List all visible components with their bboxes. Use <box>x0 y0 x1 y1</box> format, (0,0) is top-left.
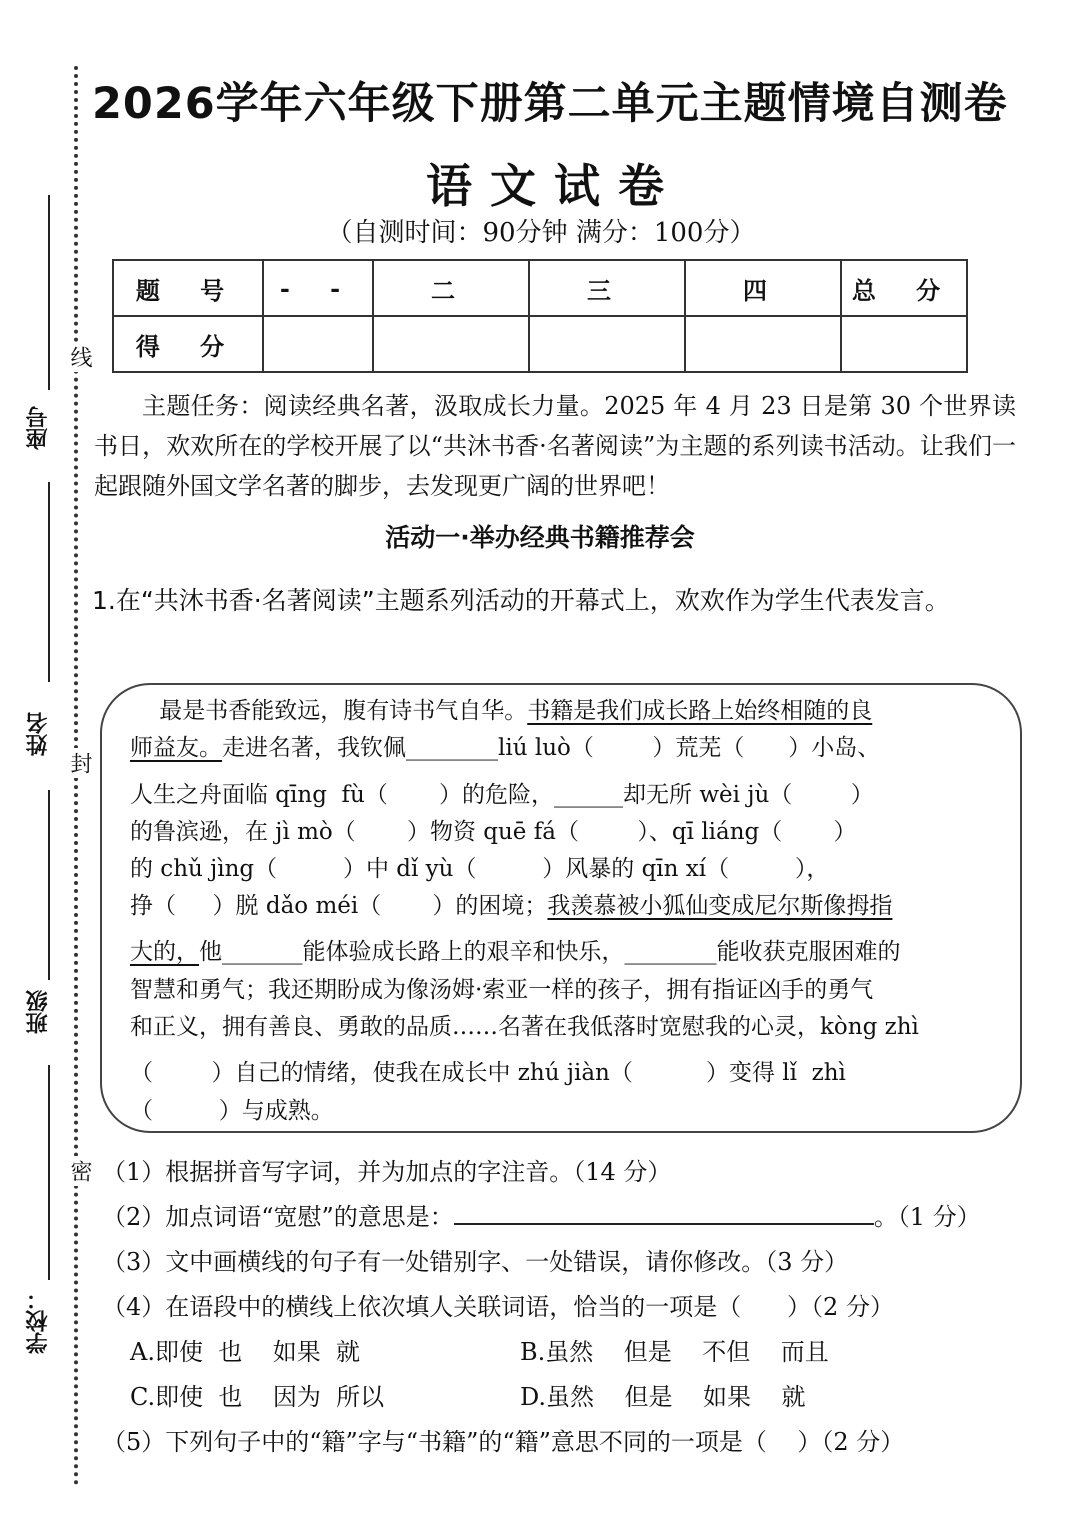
answer-blank[interactable] <box>454 1203 874 1225</box>
sub-question-5: （5）下列句子中的“籍”字与“书籍”的“籍”意思不同的一项是（ ）（2 分） <box>102 1428 905 1456</box>
passage-line: 挣（ ）脱 dǎo méi（ ）的困境；我羡慕被小狐仙变成尼尔斯像拇指 <box>130 893 893 919</box>
school-label: 学校： <box>25 1288 51 1354</box>
theme-intro: 主题任务：阅读经典名著，汲取成长力量。2025 年 4 月 23 日是第 30 个世界读书日，欢欢所在的学校开展了以“共沐书香·名著阅读”为主题的系列读书活动。让我们一起跟随外国文学名著的脚步，去发现更广阔的世界吧！ <box>94 392 1016 500</box>
line-mark: 线 <box>64 342 95 372</box>
passage-line: 智慧和勇气；我还期盼成为像汤姆·索亚一样的孩子，拥有指证凶手的勇气 <box>130 977 874 1003</box>
score-table-header-row <box>113 260 967 316</box>
sub-question-2: （2）加点词语“宽慰”的意思是： 。（1 分） <box>102 1203 981 1231</box>
score-cell: 三 <box>529 260 685 316</box>
passage-line: 人生之舟面临 qīng fù（ ）的危险，______却无所 wèi jù（ ） <box>130 782 874 808</box>
name-label: 姓名 <box>25 712 51 756</box>
score-table <box>112 259 968 373</box>
secret-mark: 密 <box>64 1156 95 1186</box>
option-c[interactable]: C.即使 也 因为 所以 <box>130 1383 385 1411</box>
passage-line: （ ）自己的情绪，使我在成长中 zhú jiàn（ ）变得 lǐ zhì <box>130 1060 846 1086</box>
score-cell: 二 <box>373 260 529 316</box>
seat-label: 座号 <box>25 406 51 450</box>
score-input-cell[interactable] <box>841 316 967 372</box>
sub-question-1: （1）根据拼音写字词，并为加点的字注音。（14 分） <box>102 1158 672 1186</box>
passage-line: 最是书香能致远，腹有诗书气自华。书籍是我们成长路上始终相随的良 <box>130 698 873 724</box>
activity-title: 活动一·举办经典书籍推荐会 <box>385 523 695 552</box>
passage-line: 的 chǔ jìng（ ）中 dǐ yù（ ）风暴的 qīn xí（ ）， <box>130 856 830 882</box>
passage-line: 的鲁滨逊，在 jì mò（ ）物资 quē fá（ ）、qī liáng（ ） <box>130 819 857 845</box>
score-cell: 四 <box>685 260 841 316</box>
class-label: 班级 <box>25 990 51 1034</box>
score-cell: 题 号 <box>113 260 263 316</box>
option-d[interactable]: D.虽然 但是 如果 就 <box>520 1383 806 1411</box>
score-cell: 总 分 <box>841 260 967 316</box>
score-input-cell[interactable] <box>529 316 685 372</box>
name-line <box>48 482 50 682</box>
passage-line: 大的，他_______能体验成长路上的艰辛和快乐，________能收获克服困难的 <box>130 939 901 965</box>
score-input-cell[interactable] <box>263 316 373 372</box>
class-line <box>48 790 50 980</box>
seal-mark: 封 <box>64 748 95 778</box>
score-cell: 得 分 <box>113 316 263 372</box>
school-line <box>48 1065 50 1280</box>
passage-line: （ ）与成熟。 <box>130 1098 334 1124</box>
option-a[interactable]: A.即使 也 如果 就 <box>130 1338 360 1366</box>
sub-question-4: （4）在语段中的横线上依次填人关联词语，恰当的一项是（ ）（2 分） <box>102 1293 894 1321</box>
passage-line: 师益友。走进名著，我钦佩________liú luò（ ）荒芜（ ）小岛、 <box>130 735 881 761</box>
sub-question-3: （3）文中画横线的句子有一处错别字、一处错误，请你修改。（3 分） <box>102 1248 849 1276</box>
score-input-cell[interactable] <box>373 316 529 372</box>
exam-main-title: 2026学年六年级下册第二单元主题情境自测卷 <box>92 79 1008 129</box>
passage-line: 和正义，拥有善良、勇敢的品质……名著在我低落时宽慰我的心灵，kòng zhì <box>130 1014 919 1040</box>
option-b[interactable]: B.虽然 但是 不但 而且 <box>520 1338 829 1366</box>
exam-time-info: （自测时间：90分钟 满分：100分） <box>326 218 756 248</box>
exam-subject-title: 语文试卷 <box>426 159 682 213</box>
score-input-cell[interactable] <box>685 316 841 372</box>
score-cell: - - <box>263 260 373 316</box>
score-table-score-row <box>113 316 967 372</box>
question-1-stem: 1.在“共沐书香·名著阅读”主题系列活动的开幕式上，欢欢作为学生代表发言。 <box>92 586 950 615</box>
